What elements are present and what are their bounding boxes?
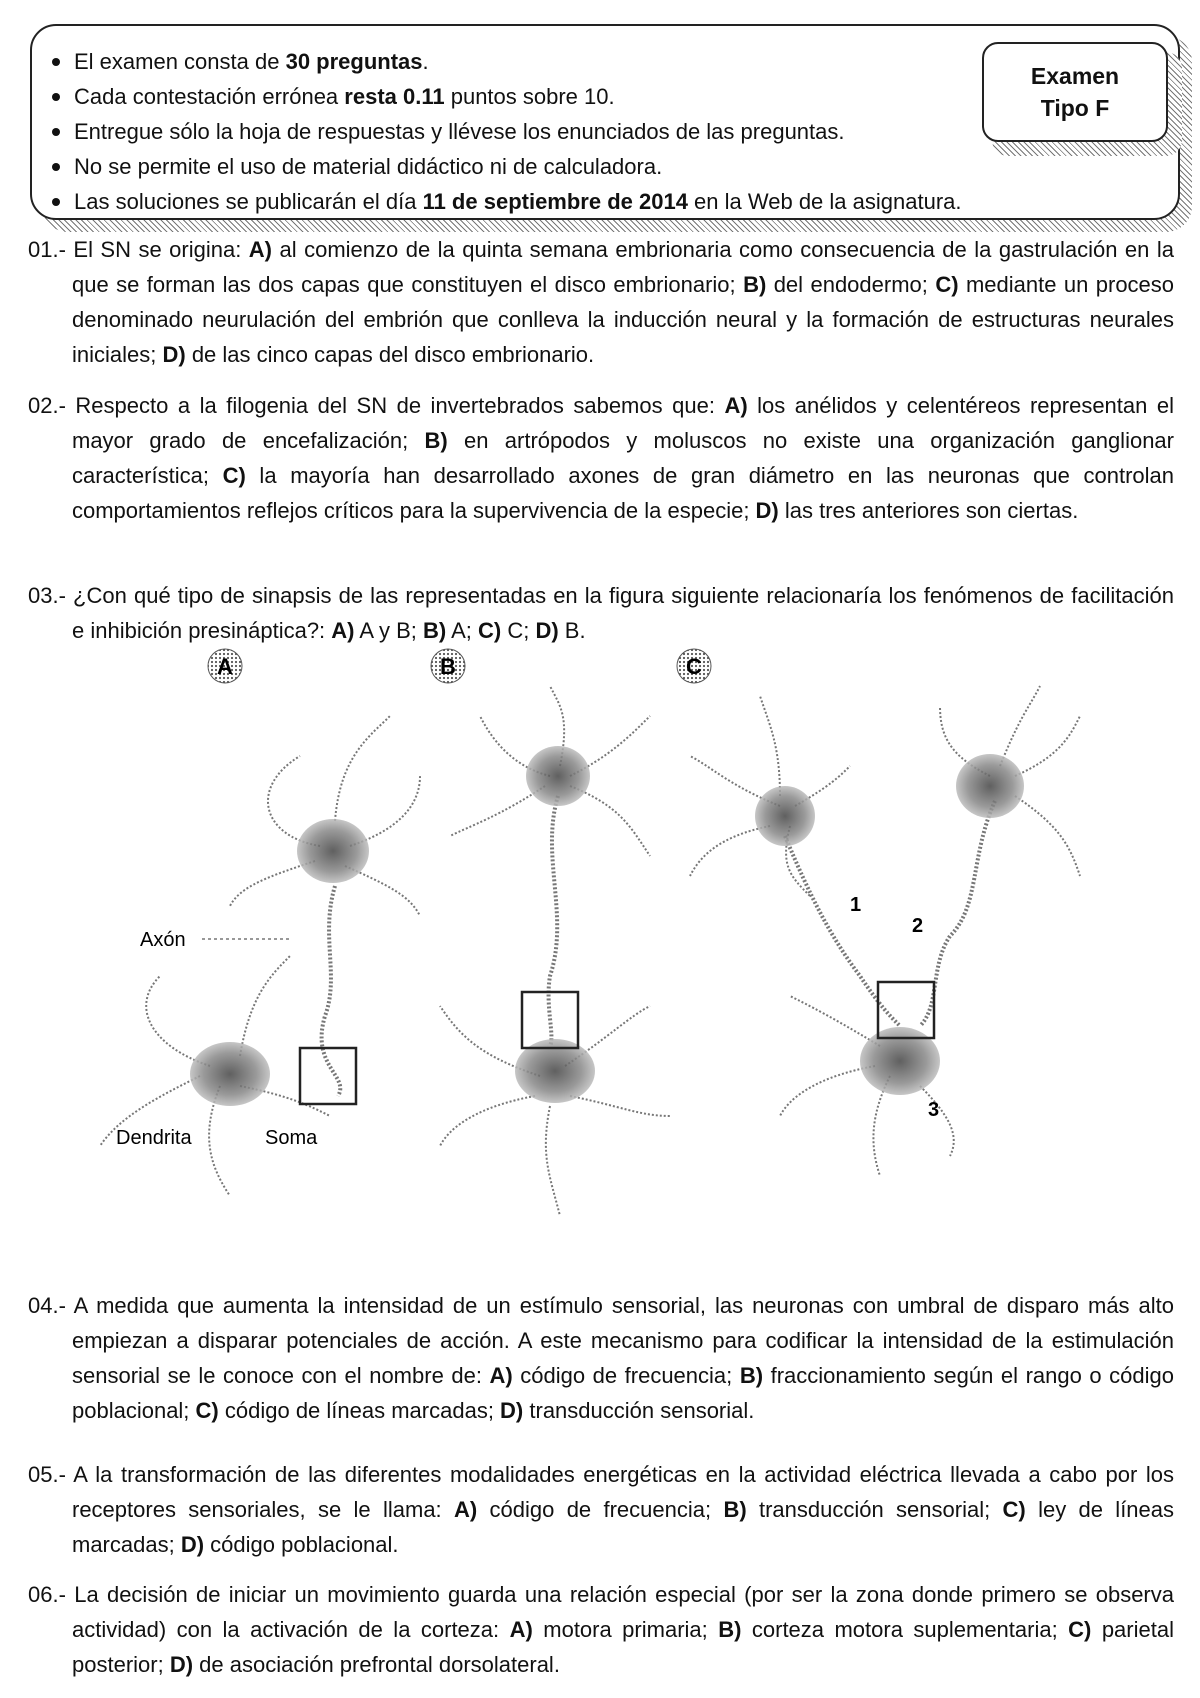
option-letter: D) <box>180 1532 205 1557</box>
question-fragment: las tres anteriores son ciertas. <box>778 498 1079 523</box>
option-letter: B) <box>743 272 767 297</box>
instruction-text: Las soluciones se publicarán el día <box>74 189 423 214</box>
instruction-item <box>48 79 1008 114</box>
option-letter: B) <box>723 1497 747 1522</box>
question-fragment: parietal posterior; <box>72 1617 1174 1677</box>
question-04 <box>28 1288 1174 1428</box>
instruction-text: Entregue sólo la hoja de respuestas y llévese los enunciados de las preguntas. <box>74 119 845 144</box>
question-fragment: al comienzo de la quinta semana embrionaria como consecuencia de la gastrulación en la que se forman las dos capas que constituyen el disco embrionario; <box>72 237 1175 297</box>
question-text <box>28 1457 1174 1562</box>
dendrite-label: Dendrita <box>116 1127 192 1149</box>
option-letter: B) <box>739 1363 764 1388</box>
question-fragment: de las cinco capas del disco embrionario. <box>185 342 595 367</box>
instruction-text: Cada contestación errónea <box>74 84 345 109</box>
instruction-text: en la Web de la asignatura. <box>687 189 962 214</box>
question-text <box>28 578 1174 648</box>
question-fragment: fraccionamiento según el rango o código poblacional; <box>72 1363 1175 1423</box>
question-fragment: ley de líneas marcadas; <box>72 1497 1175 1557</box>
question-fragment: transducción sensorial. <box>523 1398 755 1423</box>
option-letter: A) <box>509 1617 533 1642</box>
instruction-item <box>48 114 1008 149</box>
question-fragment: los anélidos y celentéreos representan el mayor grado de encefalización; <box>72 393 1174 453</box>
question-number: 02.- <box>28 393 76 418</box>
question-fragment: El SN se origina: <box>73 237 249 262</box>
question-fragment: código de frecuencia; <box>477 1497 724 1522</box>
option-letter: A) <box>331 618 355 643</box>
synapse-figure <box>90 654 1180 1266</box>
neuron-drawings <box>100 686 1080 1216</box>
option-letter: A) <box>489 1363 513 1388</box>
number-1-label: 1 <box>850 894 862 916</box>
question-fragment: Respecto a la filogenia del SN de invertebrados sabemos que: <box>75 393 725 418</box>
option-letter: A) <box>454 1497 478 1522</box>
panel-label-a: A <box>217 654 233 679</box>
question-text <box>28 388 1174 528</box>
instruction-text: puntos sobre 10. <box>444 84 615 109</box>
question-text <box>28 1577 1174 1682</box>
instruction-bold: resta 0.11 <box>344 84 445 109</box>
instruction-item <box>48 44 1008 79</box>
instruction-bold: 30 preguntas <box>285 49 423 74</box>
axon-label: Axón <box>140 929 186 951</box>
soma-label: Soma <box>265 1127 318 1149</box>
question-03 <box>28 578 1174 648</box>
question-number: 06.- <box>28 1582 75 1607</box>
instruction-item <box>48 149 1008 184</box>
instruction-text: No se permite el uso de material didáctico ni de calculadora. <box>74 154 663 179</box>
instruction-item <box>48 184 1008 219</box>
option-letter: D) <box>169 1652 194 1677</box>
question-number: 01.- <box>28 237 74 262</box>
option-letter: A) <box>724 393 748 418</box>
instruction-text: . <box>422 49 429 74</box>
question-fragment: corteza motora suplementaria; <box>741 1617 1069 1642</box>
option-letter: C) <box>222 463 246 488</box>
question-fragment: transducción sensorial; <box>746 1497 1003 1522</box>
question-fragment: A y B; <box>354 618 423 643</box>
question-fragment: motora primaria; <box>532 1617 719 1642</box>
panel-label-b: B <box>440 654 456 679</box>
figure-labels <box>116 894 939 1149</box>
synapse-boxes <box>300 982 934 1104</box>
question-text <box>28 232 1174 372</box>
option-letter: C) <box>1002 1497 1026 1522</box>
panel-labels <box>208 649 711 683</box>
option-letter: C) <box>478 618 502 643</box>
question-number: 04.- <box>28 1293 74 1318</box>
number-3-label: 3 <box>928 1099 940 1121</box>
option-letter: C) <box>195 1398 219 1423</box>
question-fragment: código de líneas marcadas; <box>218 1398 501 1423</box>
exam-type-line1: Examen <box>1030 63 1120 89</box>
question-fragment: A la transformación de las diferentes modalidades energéticas en la actividad eléctrica llevada a cabo por los receptores sensoriales, se le llama: <box>72 1462 1175 1522</box>
option-letter: D) <box>500 1398 524 1423</box>
question-fragment: La decisión de iniciar un movimiento guarda una relación especial (por ser la zona donde primero se observa actividad) con la activación de la corteza: <box>72 1582 1174 1642</box>
option-letter: B) <box>718 1617 742 1642</box>
question-fragment: en artrópodos y moluscos no existe una organización ganglionar característica; <box>72 428 1174 488</box>
question-fragment: ¿Con qué tipo de sinapsis de las representadas en la figura siguiente relacionaría los fenómenos de facilitación e inhibición presináptica?: <box>72 583 1174 643</box>
option-letter: C) <box>935 272 959 297</box>
question-05 <box>28 1457 1174 1562</box>
option-letter: C) <box>1068 1617 1092 1642</box>
question-fragment: A medida que aumenta la intensidad de un estímulo sensorial, las neuronas con umbral de disparo más alto empiezan a disparar potenciales de acción. A este mecanismo para codificar la intensidad de la estimulación sensorial se le conoce con el nombre de: <box>72 1293 1174 1388</box>
question-fragment: código de frecuencia; <box>512 1363 740 1388</box>
question-01 <box>28 232 1174 372</box>
question-fragment: de asociación prefrontal dorsolateral. <box>193 1652 560 1677</box>
instructions-list <box>48 44 1008 219</box>
question-number: 03.- <box>28 583 74 608</box>
option-letter: D) <box>162 342 186 367</box>
question-fragment: B. <box>558 618 586 643</box>
option-letter: D) <box>755 498 779 523</box>
instruction-bold: 11 de septiembre de 2014 <box>422 189 688 214</box>
number-2-label: 2 <box>912 915 924 937</box>
question-fragment: del endodermo; <box>766 272 936 297</box>
question-06 <box>28 1577 1174 1682</box>
question-fragment: C; <box>501 618 536 643</box>
question-number: 05.- <box>28 1462 74 1487</box>
question-fragment: código poblacional. <box>204 1532 399 1557</box>
option-letter: D) <box>535 618 559 643</box>
question-fragment: la mayoría han desarrollado axones de gran diámetro en las neuronas que controlan comportamientos reflejos críticos para la supervivencia de la especie; <box>72 463 1175 523</box>
somas <box>190 746 1024 1106</box>
panel-label-c: C <box>686 654 702 679</box>
option-letter: B) <box>424 428 448 453</box>
exam-type-box <box>982 42 1168 142</box>
question-fragment: A; <box>446 618 478 643</box>
exam-type-line2: Tipo F <box>1040 95 1110 121</box>
question-02 <box>28 388 1174 528</box>
question-fragment: mediante un proceso denominado neurulación del embrión que conlleva la inducción neural y la formación de estructuras neurales iniciales; <box>72 272 1175 367</box>
instruction-text: El examen consta de <box>74 49 286 74</box>
option-letter: B) <box>422 618 447 643</box>
option-letter: A) <box>248 237 273 262</box>
question-text <box>28 1288 1174 1428</box>
